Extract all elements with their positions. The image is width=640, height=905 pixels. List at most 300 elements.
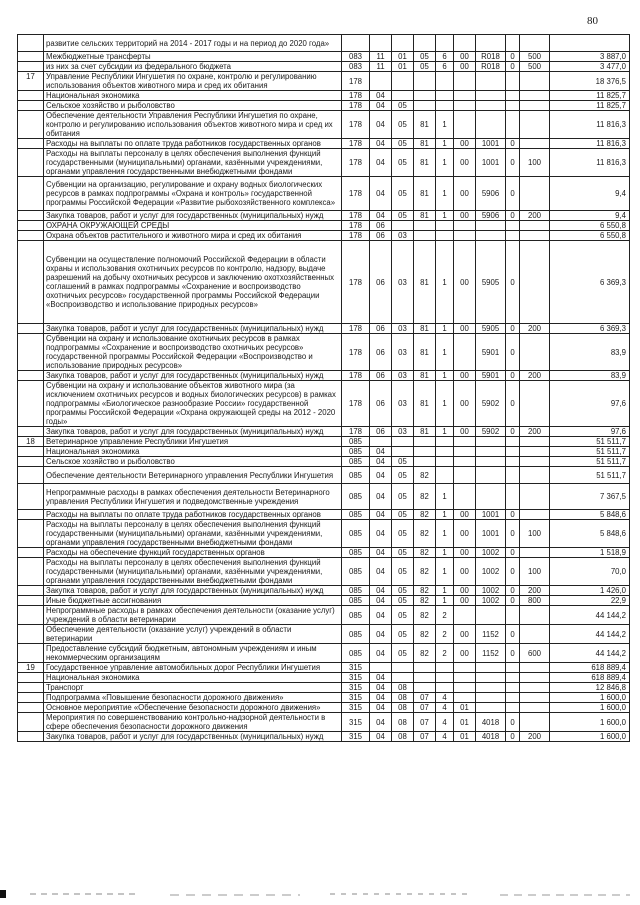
budget-item-name: Расходы на выплаты персоналу в целях обеспечения выполнения функций государственными (муниципальными) органами, казёнными учреждениями, органами управления государственными внебюджетными фондами [44, 558, 342, 586]
budget-item-name: Обеспечение деятельности (оказание услуг) учреждений в области ветеринарии [44, 625, 342, 644]
amount: 44 144,2 [550, 644, 630, 663]
table-row [18, 149, 630, 177]
ministry-code: 178 [342, 231, 370, 241]
row-number [18, 139, 44, 149]
ministry-code: 178 [342, 72, 370, 91]
extra-code: 0 [506, 732, 520, 742]
subsection-code [392, 673, 414, 683]
subprogram-code: 1 [436, 510, 454, 520]
amount: 5 848,6 [550, 520, 630, 548]
program-code [414, 447, 436, 457]
subprogram-code: 4 [436, 693, 454, 703]
row-number [18, 177, 44, 211]
section-code: 04 [370, 713, 392, 732]
extra-code [506, 693, 520, 703]
ministry-code: 178 [342, 324, 370, 334]
activity-code: 00 [454, 52, 476, 62]
subsection-code [392, 221, 414, 231]
direction-code: 1002 [476, 596, 506, 606]
subsection-code: 05 [392, 177, 414, 211]
amount: 6 369,3 [550, 324, 630, 334]
subprogram-code: 1 [436, 324, 454, 334]
expense-type-code: 800 [520, 596, 550, 606]
budget-item-name: Непрограммные расходы в рамках обеспечения деятельности Ветеринарного управления Республики Ингушетия и подведомственные учреждения [44, 484, 342, 510]
row-number [18, 713, 44, 732]
amount: 1 600,0 [550, 713, 630, 732]
budget-item-name: Обеспечение деятельности Ветеринарного управления Республики Ингушетия [44, 467, 342, 484]
table-row [18, 548, 630, 558]
section-code: 04 [370, 149, 392, 177]
activity-code: 00 [454, 62, 476, 72]
section-code: 06 [370, 324, 392, 334]
section-code: 04 [370, 457, 392, 467]
section-code [370, 35, 392, 52]
activity-code [454, 91, 476, 101]
amount: 7 367,5 [550, 484, 630, 510]
direction-code: 1152 [476, 625, 506, 644]
budget-item-name: Сельское хозяйство и рыболовство [44, 101, 342, 111]
section-code: 04 [370, 139, 392, 149]
activity-code [454, 673, 476, 683]
budget-item-name: развитие сельских территорий на 2014 - 2017 годы и на период до 2020 года» [44, 35, 342, 52]
activity-code [454, 447, 476, 457]
program-code: 07 [414, 732, 436, 742]
program-code: 82 [414, 484, 436, 510]
subprogram-code: 1 [436, 596, 454, 606]
program-code [414, 35, 436, 52]
program-code: 05 [414, 52, 436, 62]
program-code: 81 [414, 241, 436, 324]
amount: 1 600,0 [550, 693, 630, 703]
expense-type-code [520, 381, 550, 427]
section-code: 04 [370, 484, 392, 510]
direction-code [476, 663, 506, 673]
ministry-code: 178 [342, 177, 370, 211]
subprogram-code: 1 [436, 149, 454, 177]
subprogram-code: 1 [436, 111, 454, 139]
activity-code [454, 606, 476, 625]
direction-code [476, 111, 506, 139]
amount [550, 35, 630, 52]
expense-type-code [520, 625, 550, 644]
subprogram-code: 1 [436, 558, 454, 586]
program-code [414, 221, 436, 231]
extra-code: 0 [506, 211, 520, 221]
expense-type-code: 600 [520, 644, 550, 663]
program-code: 81 [414, 381, 436, 427]
section-code: 04 [370, 177, 392, 211]
section-code: 11 [370, 62, 392, 72]
program-code: 81 [414, 177, 436, 211]
subsection-code: 03 [392, 241, 414, 324]
table-row [18, 211, 630, 221]
subprogram-code: 4 [436, 732, 454, 742]
section-code: 06 [370, 381, 392, 427]
expense-type-code [520, 35, 550, 52]
expense-type-code [520, 111, 550, 139]
activity-code: 01 [454, 703, 476, 713]
table-row [18, 447, 630, 457]
activity-code: 01 [454, 713, 476, 732]
budget-item-name: Расходы на обеспечение функций государственных органов [44, 548, 342, 558]
activity-code: 00 [454, 558, 476, 586]
subsection-code: 05 [392, 457, 414, 467]
budget-table [17, 34, 630, 742]
ministry-code: 315 [342, 663, 370, 673]
subprogram-code: 1 [436, 520, 454, 548]
extra-code: 0 [506, 427, 520, 437]
expense-type-code [520, 101, 550, 111]
direction-code: R018 [476, 62, 506, 72]
extra-code: 0 [506, 713, 520, 732]
table-row [18, 334, 630, 371]
row-number [18, 62, 44, 72]
extra-code [506, 673, 520, 683]
amount: 1 600,0 [550, 732, 630, 742]
table-row [18, 510, 630, 520]
amount: 44 144,2 [550, 606, 630, 625]
program-code [414, 437, 436, 447]
table-row [18, 644, 630, 663]
row-number [18, 596, 44, 606]
program-code: 81 [414, 139, 436, 149]
program-code: 81 [414, 111, 436, 139]
program-code: 81 [414, 324, 436, 334]
row-number [18, 703, 44, 713]
table-row [18, 381, 630, 427]
extra-code [506, 467, 520, 484]
amount: 97,6 [550, 381, 630, 427]
row-number [18, 673, 44, 683]
activity-code [454, 231, 476, 241]
ministry-code [342, 35, 370, 52]
ministry-code: 178 [342, 149, 370, 177]
table-row [18, 467, 630, 484]
subsection-code: 08 [392, 703, 414, 713]
section-code: 06 [370, 334, 392, 371]
direction-code: 5906 [476, 177, 506, 211]
subsection-code [392, 447, 414, 457]
subsection-code: 05 [392, 149, 414, 177]
table-row [18, 177, 630, 211]
ministry-code: 178 [342, 101, 370, 111]
ministry-code: 083 [342, 62, 370, 72]
ministry-code: 178 [342, 427, 370, 437]
extra-code [506, 91, 520, 101]
program-code: 82 [414, 606, 436, 625]
row-number: 17 [18, 72, 44, 91]
budget-item-name: Закупка товаров, работ и услуг для государственных (муниципальных) нужд [44, 586, 342, 596]
amount: 3 887,0 [550, 52, 630, 62]
direction-code: 4018 [476, 732, 506, 742]
extra-code: 0 [506, 520, 520, 548]
section-code: 04 [370, 558, 392, 586]
program-code: 07 [414, 703, 436, 713]
subsection-code: 05 [392, 596, 414, 606]
budget-item-name: Закупка товаров, работ и услуг для государственных (муниципальных) нужд [44, 371, 342, 381]
activity-code [454, 693, 476, 703]
row-number [18, 510, 44, 520]
activity-code: 00 [454, 139, 476, 149]
expense-type-code: 100 [520, 520, 550, 548]
expense-type-code [520, 693, 550, 703]
activity-code: 00 [454, 149, 476, 177]
amount: 12 846,8 [550, 683, 630, 693]
extra-code [506, 35, 520, 52]
subprogram-code [436, 72, 454, 91]
section-code: 04 [370, 644, 392, 663]
ministry-code: 178 [342, 381, 370, 427]
table-row [18, 324, 630, 334]
table-row [18, 586, 630, 596]
table-row [18, 52, 630, 62]
ministry-code: 085 [342, 596, 370, 606]
direction-code [476, 484, 506, 510]
section-code [370, 437, 392, 447]
direction-code: 5906 [476, 211, 506, 221]
direction-code: 5902 [476, 427, 506, 437]
budget-item-name: Расходы на выплаты по оплате труда работников государственных органов [44, 510, 342, 520]
table-row [18, 713, 630, 732]
budget-item-name: Закупка товаров, работ и услуг для государственных (муниципальных) нужд [44, 427, 342, 437]
direction-code: 1002 [476, 548, 506, 558]
activity-code: 00 [454, 381, 476, 427]
expense-type-code: 200 [520, 427, 550, 437]
row-number [18, 586, 44, 596]
budget-item-name: Национальная экономика [44, 447, 342, 457]
subsection-code [392, 72, 414, 91]
subprogram-code [436, 231, 454, 241]
direction-code [476, 606, 506, 625]
subprogram-code: 1 [436, 139, 454, 149]
extra-code: 0 [506, 324, 520, 334]
row-number [18, 211, 44, 221]
table-row [18, 673, 630, 683]
budget-item-name: Национальная экономика [44, 673, 342, 683]
program-code: 82 [414, 548, 436, 558]
extra-code [506, 447, 520, 457]
amount: 51 511,7 [550, 467, 630, 484]
ministry-code: 085 [342, 558, 370, 586]
expense-type-code: 100 [520, 558, 550, 586]
amount: 3 477,0 [550, 62, 630, 72]
ministry-code: 315 [342, 673, 370, 683]
row-number [18, 371, 44, 381]
budget-item-name: Обеспечение деятельности Управления Республики Ингушетия по охране, контролю и регулированию использования объектов животного мира и сред их обитания [44, 111, 342, 139]
ministry-code: 085 [342, 437, 370, 447]
subprogram-code: 1 [436, 211, 454, 221]
subprogram-code: 6 [436, 52, 454, 62]
amount: 11 825,7 [550, 101, 630, 111]
extra-code: 0 [506, 586, 520, 596]
amount: 11 816,3 [550, 149, 630, 177]
table-row [18, 241, 630, 324]
subprogram-code: 1 [436, 371, 454, 381]
expense-type-code [520, 72, 550, 91]
extra-code [506, 606, 520, 625]
expense-type-code [520, 231, 550, 241]
extra-code [506, 111, 520, 139]
row-number [18, 111, 44, 139]
expense-type-code [520, 457, 550, 467]
direction-code [476, 673, 506, 683]
program-code: 07 [414, 713, 436, 732]
subprogram-code [436, 467, 454, 484]
activity-code: 00 [454, 586, 476, 596]
extra-code: 0 [506, 596, 520, 606]
program-code: 82 [414, 510, 436, 520]
budget-item-name: Субвенции на осуществление полномочий Российской Федерации в области охраны и использования охотничьих ресурсов по контролю, надзору, выдаче разрешений на добычу охотничьих ресурсов и заключению охотхозяйственных соглашений в рамках подпрограммы «Сохранение и воспроизводство охотничьих ресурсов» государственной программы Российской Федерации «Воспроизводство и использование природных ресурсов» [44, 241, 342, 324]
activity-code [454, 334, 476, 371]
subsection-code: 05 [392, 111, 414, 139]
subprogram-code [436, 447, 454, 457]
activity-code [454, 457, 476, 467]
budget-item-name: Сельское хозяйство и рыболовство [44, 457, 342, 467]
direction-code [476, 683, 506, 693]
subsection-code: 05 [392, 520, 414, 548]
table-row [18, 35, 630, 52]
program-code: 82 [414, 596, 436, 606]
subsection-code: 01 [392, 52, 414, 62]
row-number: 19 [18, 663, 44, 673]
program-code [414, 72, 436, 91]
amount: 1 600,0 [550, 703, 630, 713]
subprogram-code: 2 [436, 606, 454, 625]
extra-code: 0 [506, 625, 520, 644]
section-code: 04 [370, 101, 392, 111]
expense-type-code: 200 [520, 586, 550, 596]
table-row [18, 72, 630, 91]
ministry-code: 085 [342, 606, 370, 625]
direction-code: 5902 [476, 381, 506, 427]
program-code: 81 [414, 371, 436, 381]
amount: 618 889,4 [550, 663, 630, 673]
direction-code [476, 221, 506, 231]
program-code: 81 [414, 149, 436, 177]
budget-item-name: Подпрограмма «Повышение безопасности дорожного движения» [44, 693, 342, 703]
subprogram-code: 1 [436, 334, 454, 371]
direction-code [476, 437, 506, 447]
direction-code: 1001 [476, 520, 506, 548]
expense-type-code [520, 177, 550, 211]
subprogram-code: 1 [436, 586, 454, 596]
section-code: 04 [370, 111, 392, 139]
activity-code [454, 484, 476, 510]
budget-item-name: ОХРАНА ОКРУЖАЮЩЕЙ СРЕДЫ [44, 221, 342, 231]
direction-code: R018 [476, 52, 506, 62]
direction-code: 1002 [476, 558, 506, 586]
section-code: 04 [370, 548, 392, 558]
row-number [18, 484, 44, 510]
budget-item-name: Охрана объектов растительного и животного мира и сред их обитания [44, 231, 342, 241]
subprogram-code: 1 [436, 427, 454, 437]
extra-code [506, 231, 520, 241]
section-code: 04 [370, 703, 392, 713]
subprogram-code [436, 35, 454, 52]
subprogram-code: 4 [436, 703, 454, 713]
section-code: 04 [370, 586, 392, 596]
subprogram-code: 1 [436, 177, 454, 211]
row-number [18, 149, 44, 177]
section-code: 06 [370, 221, 392, 231]
budget-item-name: Субвенции на охрану и использование охотничьих ресурсов в рамках подпрограммы «Сохранение и воспроизводство охотничьих ресурсов» государственной программы Российской Федерации «Воспроизводство и использование природных ресурсов» [44, 334, 342, 371]
amount: 11 825,7 [550, 91, 630, 101]
ministry-code: 178 [342, 211, 370, 221]
table-row [18, 427, 630, 437]
extra-code: 0 [506, 548, 520, 558]
row-number [18, 548, 44, 558]
row-number [18, 324, 44, 334]
program-code [414, 457, 436, 467]
amount: 11 816,3 [550, 139, 630, 149]
amount: 51 511,7 [550, 437, 630, 447]
section-code: 04 [370, 693, 392, 703]
expense-type-code [520, 139, 550, 149]
row-number: 18 [18, 437, 44, 447]
expense-type-code [520, 221, 550, 231]
table-row [18, 732, 630, 742]
ministry-code: 178 [342, 241, 370, 324]
expense-type-code: 500 [520, 52, 550, 62]
direction-code [476, 231, 506, 241]
table-row [18, 596, 630, 606]
budget-item-name: Ветеринарное управление Республики Ингушетия [44, 437, 342, 447]
table-row [18, 101, 630, 111]
section-code: 04 [370, 732, 392, 742]
direction-code: 1001 [476, 139, 506, 149]
subsection-code: 05 [392, 606, 414, 625]
amount: 5 848,6 [550, 510, 630, 520]
subsection-code: 05 [392, 211, 414, 221]
row-number [18, 644, 44, 663]
amount: 11 816,3 [550, 111, 630, 139]
extra-code: 0 [506, 149, 520, 177]
ministry-code: 085 [342, 520, 370, 548]
amount: 9,4 [550, 177, 630, 211]
ministry-code: 178 [342, 221, 370, 231]
subprogram-code: 2 [436, 644, 454, 663]
expense-type-code [520, 241, 550, 324]
amount: 83,9 [550, 334, 630, 371]
expense-type-code [520, 713, 550, 732]
row-number [18, 683, 44, 693]
subsection-code: 05 [392, 139, 414, 149]
activity-code: 00 [454, 510, 476, 520]
program-code [414, 663, 436, 673]
row-number [18, 520, 44, 548]
ministry-code: 085 [342, 457, 370, 467]
expense-type-code [520, 703, 550, 713]
ministry-code: 315 [342, 693, 370, 703]
row-number [18, 241, 44, 324]
row-number [18, 35, 44, 52]
extra-code [506, 72, 520, 91]
section-code: 06 [370, 427, 392, 437]
program-code [414, 673, 436, 683]
table-row [18, 231, 630, 241]
activity-code: 00 [454, 644, 476, 663]
activity-code: 00 [454, 324, 476, 334]
subsection-code [392, 663, 414, 673]
subprogram-code [436, 101, 454, 111]
expense-type-code [520, 447, 550, 457]
extra-code: 0 [506, 381, 520, 427]
table-row [18, 457, 630, 467]
program-code: 05 [414, 62, 436, 72]
program-code: 81 [414, 211, 436, 221]
ministry-code: 315 [342, 703, 370, 713]
ministry-code: 085 [342, 644, 370, 663]
